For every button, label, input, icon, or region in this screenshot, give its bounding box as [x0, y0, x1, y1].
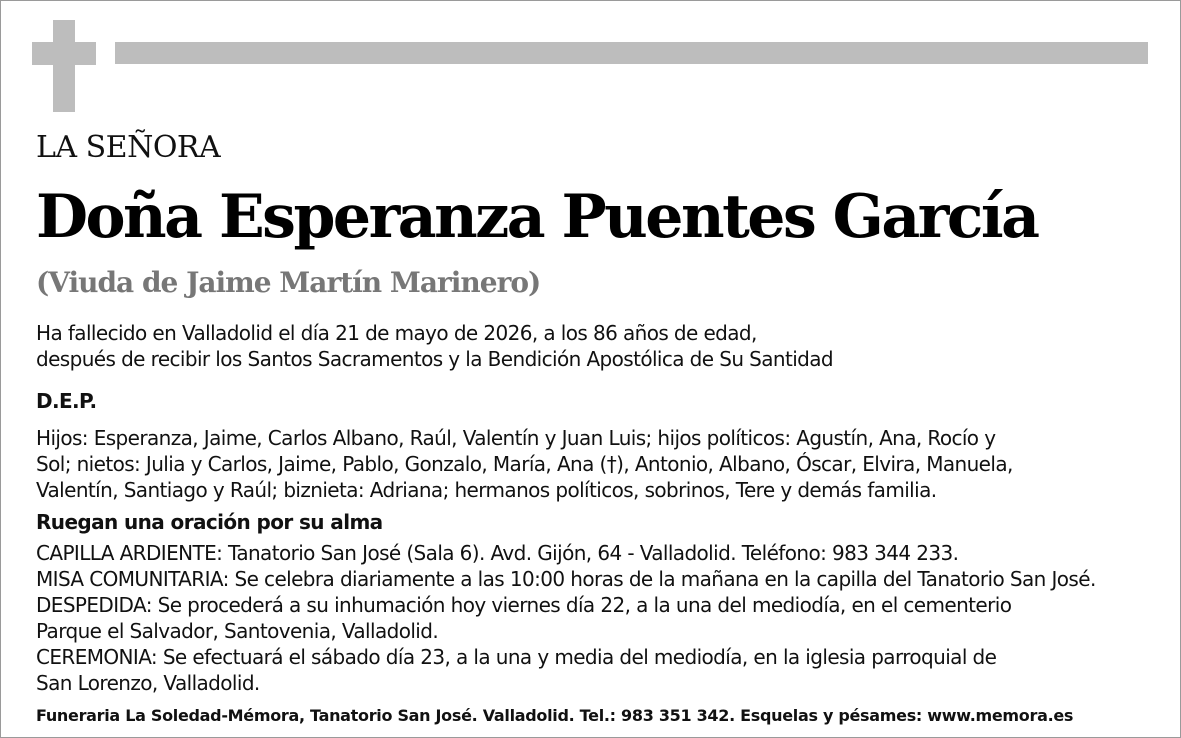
funeral-home-footer: Funeraria La Soledad-Mémora, Tanatorio San José. Valladolid. Tel.: 983 351 342. Esquelas y pésames: www.memora.es	[36, 706, 1074, 725]
deceased-name: Doña Esperanza Puentes García	[36, 182, 1038, 252]
details-line-5: CEREMONIA: Se efectuará el sábado día 23, a la una y media del mediodía, en la iglesia parroquial de	[36, 645, 997, 669]
death-line-2: después de recibir los Santos Sacramentos y la Bendición Apostólica de Su Santidad	[36, 347, 834, 371]
details-line-2: MISA COMUNITARIA: Se celebra diariamente a las 10:00 horas de la mañana en la capilla del Tanatorio San José.	[36, 567, 1096, 591]
cross-horizontal-bar	[32, 42, 96, 65]
spouse-line: (Viuda de Jaime Martín Marinero)	[36, 266, 541, 299]
details-line-1: CAPILLA ARDIENTE: Tanatorio San José (Sala 6). Avd. Gijón, 64 - Valladolid. Teléfono: 983 344 233.	[36, 541, 959, 565]
details-line-6: San Lorenzo, Valladolid.	[36, 671, 260, 695]
dep-label: D.E.P.	[36, 389, 97, 413]
cross-vertical-bar	[53, 20, 75, 112]
prayer-line: Ruegan una oración por su alma	[36, 510, 383, 534]
details-line-3: DESPEDIDA: Se procederá a su inhumación hoy viernes día 22, a la una del mediodía, en el cementerio	[36, 593, 1012, 617]
family-line-2: Sol; nietos: Julia y Carlos, Jaime, Pablo, Gonzalo, María, Ana (†), Antonio, Albano, Óscar, Elvira, Manuela,	[36, 452, 1013, 476]
family-line-1: Hijos: Esperanza, Jaime, Carlos Albano, Raúl, Valentín y Juan Luis; hijos políticos: Agustín, Ana, Rocío y	[36, 426, 996, 450]
header-rule	[115, 42, 1148, 64]
details-line-4: Parque el Salvador, Santovenia, Valladolid.	[36, 619, 439, 643]
death-line-1: Ha fallecido en Valladolid el día 21 de mayo de 2026, a los 86 años de edad,	[36, 321, 757, 345]
family-line-3: Valentín, Santiago y Raúl; biznieta: Adriana; hermanos políticos, sobrinos, Tere y demás familia.	[36, 478, 937, 502]
notice-intro: LA SEÑORA	[36, 130, 221, 165]
